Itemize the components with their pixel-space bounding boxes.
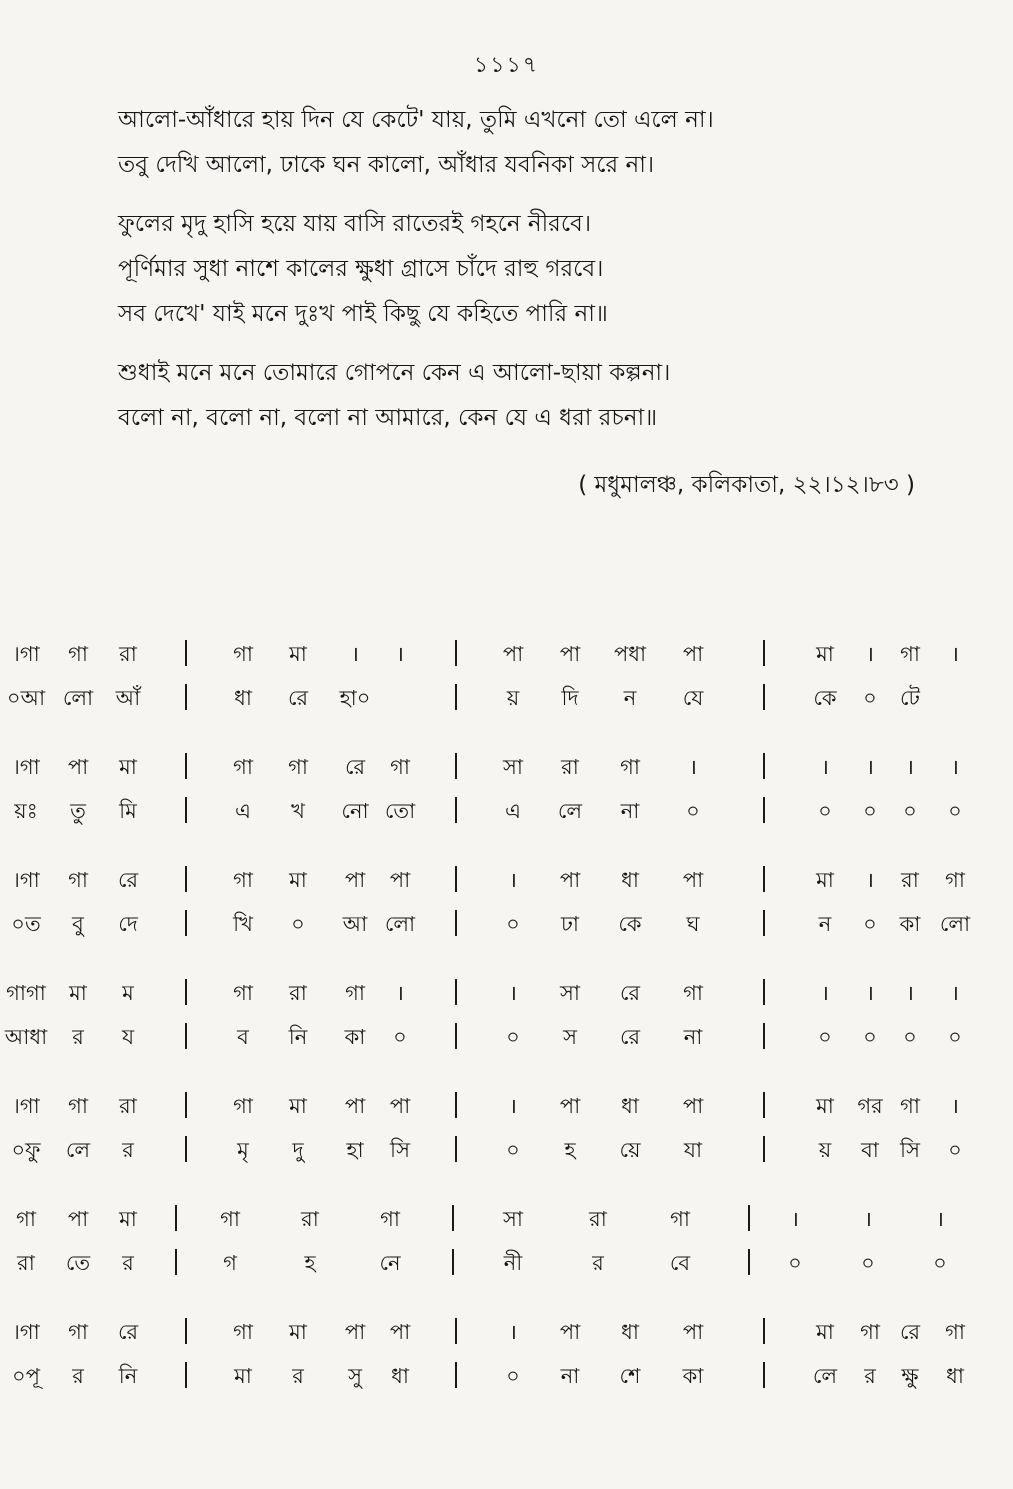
swara-note: মা <box>816 1094 834 1118</box>
bar-line <box>763 866 765 892</box>
bar-line <box>185 1136 187 1162</box>
bani-syllable: খ <box>291 799 305 823</box>
bani-syllable: কে <box>813 686 837 710</box>
bar-line <box>763 797 765 823</box>
bani-syllable: ০ <box>788 1251 802 1275</box>
bani-syllable: ০ <box>863 912 877 936</box>
swara-note: গা <box>288 755 308 779</box>
swara-note: । <box>509 1094 517 1118</box>
bani-syllable: য়ে <box>619 1138 641 1162</box>
bar-line <box>455 1092 457 1118</box>
bani-syllable: ০ <box>863 799 877 823</box>
bar-line <box>185 753 187 779</box>
swara-note: ।গা <box>12 868 40 892</box>
bani-syllable: ০ত <box>11 912 41 936</box>
swara-note: গা <box>380 1207 400 1231</box>
bani-syllable: তো <box>384 799 416 823</box>
swara-note: । <box>866 642 874 666</box>
bani-syllable: নে <box>379 1251 401 1275</box>
bani-syllable: মৃ <box>237 1138 249 1162</box>
bani-syllable: হা০ <box>339 686 371 710</box>
bani-syllable: ধা <box>391 1364 409 1388</box>
swara-note: পা <box>682 642 704 666</box>
bani-row <box>0 1128 1013 1172</box>
source-credit: ( মধুমালঞ্চ, কলিকাতা, ২২।১২।৮৩ ) <box>578 472 915 498</box>
bani-syllable: য় <box>506 686 520 710</box>
swara-note: । <box>509 868 517 892</box>
swara-note: রা <box>301 1207 319 1231</box>
bar-line <box>452 1205 454 1231</box>
swara-note: পা <box>682 1094 704 1118</box>
swara-note: রে <box>117 1320 139 1344</box>
bar-line <box>185 866 187 892</box>
swara-note: মা <box>119 1207 137 1231</box>
swara-note: রা <box>561 755 579 779</box>
bani-syllable: বে <box>669 1251 691 1275</box>
swara-row <box>0 1197 1013 1241</box>
swara-note: ম <box>122 981 134 1005</box>
bani-syllable: নো <box>341 799 369 823</box>
bar-line <box>185 1318 187 1344</box>
bani-syllable: না <box>683 1025 703 1049</box>
swara-note: গা <box>233 755 253 779</box>
swara-note: মা <box>289 1094 307 1118</box>
bani-syllable: রে <box>619 1025 641 1049</box>
bani-syllable: বা <box>861 1138 879 1162</box>
swara-note: মা <box>289 868 307 892</box>
swara-note: পা <box>389 868 411 892</box>
swara-note: । <box>866 755 874 779</box>
lyrics-stanza <box>118 351 938 441</box>
bar-line <box>455 753 457 779</box>
bar-line <box>763 1136 765 1162</box>
bani-syllable: স <box>563 1025 577 1049</box>
bani-syllable: যে <box>682 686 704 710</box>
bani-syllable: রে <box>287 686 309 710</box>
bar-line <box>455 1362 457 1388</box>
swara-note: পা <box>559 868 581 892</box>
swara-note: পা <box>559 642 581 666</box>
bani-row <box>0 1015 1013 1059</box>
bar-line <box>455 979 457 1005</box>
swara-note: । <box>866 868 874 892</box>
bar-line <box>763 1092 765 1118</box>
bani-syllable: কা <box>899 912 921 936</box>
bani-syllable: সি <box>390 1138 410 1162</box>
bani-row <box>0 789 1013 833</box>
swara-note: গা <box>945 868 965 892</box>
lyric-line: শুধাই মনে মনে তোমারে গোপনে কেন এ আলো-ছায়া কল্পনা। <box>118 360 671 386</box>
swara-note: । <box>396 642 404 666</box>
lyric-line: ফুলের মৃদু হাসি হয়ে যায় বাসি রাতেরই গহনে নীরবে। <box>118 211 592 237</box>
bani-syllable: হ <box>304 1251 316 1275</box>
lyrics <box>118 98 938 455</box>
swara-note: গা <box>233 642 253 666</box>
swara-row <box>0 745 1013 789</box>
bar-line <box>748 1249 750 1275</box>
swara-note: গা <box>16 1207 36 1231</box>
bani-syllable: য় <box>818 1138 832 1162</box>
swara-note: পা <box>502 642 524 666</box>
bani-syllable: টে <box>900 686 920 710</box>
bani-syllable: য়ঃ <box>14 799 38 823</box>
bani-syllable: যা <box>683 1138 703 1162</box>
bar-line <box>455 684 457 710</box>
swara-note: । <box>509 981 517 1005</box>
bani-syllable: র <box>592 1251 604 1275</box>
swara-note: গা <box>620 755 640 779</box>
bani-syllable: ন <box>818 912 832 936</box>
swara-note: রা <box>119 1094 137 1118</box>
bani-syllable: না <box>620 799 640 823</box>
swara-note: পা <box>344 1094 366 1118</box>
bani-syllable: ০ <box>393 1025 407 1049</box>
swara-note: রা <box>589 1207 607 1231</box>
lyric-line: বলো না, বলো না, বলো না আমারে, কেন যে এ ধরা রচনা॥ <box>118 405 658 431</box>
swara-note: । <box>396 981 404 1005</box>
bani-syllable: লে <box>557 799 583 823</box>
bani-syllable: তু <box>70 799 86 823</box>
bani-syllable: কা <box>682 1364 704 1388</box>
bani-row <box>0 902 1013 946</box>
swara-note: মা <box>816 1320 834 1344</box>
bani-syllable: র <box>864 1364 876 1388</box>
bani-syllable: ০আ <box>6 686 46 710</box>
swara-note: গা <box>233 1320 253 1344</box>
bani-syllable: ০ <box>506 1138 520 1162</box>
bar-line <box>185 1362 187 1388</box>
swara-note: মা <box>119 755 137 779</box>
bar-line <box>185 684 187 710</box>
swara-note: । <box>864 1207 872 1231</box>
swara-note: পা <box>559 1320 581 1344</box>
bar-line <box>455 1136 457 1162</box>
bani-syllable: ০ <box>863 1025 877 1049</box>
bani-syllable: সু <box>348 1364 362 1388</box>
page-number: ১১১৭ <box>473 53 540 78</box>
swara-note: গা <box>233 981 253 1005</box>
swara-note: রা <box>119 642 137 666</box>
lyrics-stanza <box>118 98 938 188</box>
notation-block <box>0 971 1013 1059</box>
bani-syllable: মা <box>234 1364 252 1388</box>
swara-note: মা <box>289 642 307 666</box>
swara-note: গা <box>900 1094 920 1118</box>
bani-syllable: নী <box>503 1251 523 1275</box>
bar-line <box>763 1318 765 1344</box>
bani-syllable: আধা <box>4 1025 48 1049</box>
swara-note: সা <box>503 1207 523 1231</box>
swara-note: পা <box>682 868 704 892</box>
bani-row <box>0 1241 1013 1285</box>
swara-note: গা <box>683 981 703 1005</box>
bani-row <box>0 676 1013 720</box>
bar-line <box>185 1023 187 1049</box>
swara-note: মা <box>289 1320 307 1344</box>
swara-note: । <box>821 981 829 1005</box>
bar-line <box>455 910 457 936</box>
bani-syllable: না <box>560 1364 580 1388</box>
swara-note: । <box>821 755 829 779</box>
bani-syllable: লে <box>65 1138 91 1162</box>
bani-syllable: খি <box>233 912 253 936</box>
bani-syllable: ০ <box>948 799 962 823</box>
notation-block <box>0 858 1013 946</box>
swara-note: । <box>906 755 914 779</box>
swara-note: গা <box>670 1207 690 1231</box>
swara-note: গা <box>68 868 88 892</box>
lyrics-stanza <box>118 202 938 337</box>
swara-note: রা <box>289 981 307 1005</box>
bani-syllable: ক্ষু <box>901 1364 919 1388</box>
bani-syllable: ন <box>623 686 637 710</box>
bani-syllable: এ <box>505 799 521 823</box>
swara-note: পা <box>682 1320 704 1344</box>
bar-line <box>763 979 765 1005</box>
bani-syllable: ০ <box>863 686 877 710</box>
bani-syllable: লো <box>384 912 416 936</box>
bani-syllable: দু <box>292 1138 304 1162</box>
bani-syllable: লে <box>812 1364 838 1388</box>
swara-note: রে <box>117 868 139 892</box>
swara-note: মা <box>816 868 834 892</box>
bar-line <box>763 753 765 779</box>
bani-syllable: কে <box>618 912 642 936</box>
bar-line <box>185 979 187 1005</box>
bani-syllable: র <box>72 1025 84 1049</box>
swara-note: ধা <box>621 1320 639 1344</box>
bar-line <box>763 684 765 710</box>
bar-line <box>763 910 765 936</box>
bani-syllable: নি <box>118 1364 138 1388</box>
swara-note: গাগা <box>6 981 46 1005</box>
swara-note: ।গা <box>12 1320 40 1344</box>
bar-line <box>748 1205 750 1231</box>
bani-syllable: লো <box>62 686 94 710</box>
swara-row <box>0 632 1013 676</box>
swara-note: গা <box>220 1207 240 1231</box>
bar-line <box>455 797 457 823</box>
bar-line <box>175 1205 177 1231</box>
bani-syllable: ঢা <box>561 912 579 936</box>
bar-line <box>452 1249 454 1275</box>
notation-block <box>0 745 1013 833</box>
bar-line <box>763 640 765 666</box>
swara-row <box>0 858 1013 902</box>
bani-syllable: ঘ <box>686 912 700 936</box>
swara-note: পা <box>344 868 366 892</box>
bar-line <box>185 910 187 936</box>
swara-note: গা <box>945 1320 965 1344</box>
swara-note: গা <box>345 981 365 1005</box>
swara-note: রে <box>619 981 641 1005</box>
notation-sheet <box>0 632 1013 1423</box>
bani-syllable: ০ <box>903 799 917 823</box>
bani-syllable: ০ <box>818 799 832 823</box>
swara-row <box>0 971 1013 1015</box>
lyric-line: পূর্ণিমার সুধা নাশে কালের ক্ষুধা গ্রাসে চাঁদে রাহু গরবে। <box>118 256 604 282</box>
bani-syllable: কা <box>344 1025 366 1049</box>
bani-syllable: দে <box>118 912 138 936</box>
lyric-line: তবু দেখি আলো, ঢাকে ঘন কালো, আঁধার যবনিকা সরে না। <box>118 152 655 178</box>
swara-note: গর <box>857 1094 883 1118</box>
bani-syllable: সি <box>900 1138 920 1162</box>
swara-row <box>0 1310 1013 1354</box>
swara-note: গা <box>390 755 410 779</box>
bar-line <box>763 1023 765 1049</box>
swara-note: সা <box>503 755 523 779</box>
bar-line <box>185 640 187 666</box>
swara-note: সা <box>560 981 580 1005</box>
swara-note: গা <box>233 868 253 892</box>
swara-note: রে <box>899 1320 921 1344</box>
bani-syllable: ধা <box>946 1364 964 1388</box>
swara-note: মা <box>69 981 87 1005</box>
bani-syllable: য <box>121 1025 135 1049</box>
swara-note: ।গা <box>12 1094 40 1118</box>
swara-note: গা <box>900 642 920 666</box>
bani-syllable: গ <box>223 1251 237 1275</box>
swara-note: গা <box>233 1094 253 1118</box>
bani-syllable: র <box>292 1364 304 1388</box>
bani-syllable: র <box>122 1138 134 1162</box>
bani-syllable: ০ <box>948 1025 962 1049</box>
swara-note: গা <box>68 1094 88 1118</box>
swara-note: । <box>951 755 959 779</box>
bani-syllable: হা <box>346 1138 364 1162</box>
swara-note: । <box>791 1207 799 1231</box>
swara-note: রা <box>901 868 919 892</box>
bani-syllable: শে <box>619 1364 641 1388</box>
swara-note: । <box>951 642 959 666</box>
bar-line <box>185 797 187 823</box>
notation-block <box>0 1084 1013 1172</box>
notation-block <box>0 1197 1013 1285</box>
bani-syllable: ০পূ <box>12 1364 40 1388</box>
bar-line <box>455 640 457 666</box>
bani-syllable: বু <box>72 912 84 936</box>
swara-note: ধা <box>621 1094 639 1118</box>
swara-note: রে <box>344 755 366 779</box>
swara-note: । <box>509 1320 517 1344</box>
swara-note: ।গা <box>12 755 40 779</box>
bani-syllable: ০ <box>903 1025 917 1049</box>
swara-note: । <box>866 981 874 1005</box>
bani-syllable: র <box>72 1364 84 1388</box>
swara-note: পা <box>67 755 89 779</box>
bani-syllable: ০ <box>506 912 520 936</box>
bar-line <box>455 866 457 892</box>
lyric-line: আলো-আঁধারে হায় দিন যে কেটে' যায়, তুমি এখনো তো এলে না। <box>118 107 714 133</box>
notation-block <box>0 632 1013 720</box>
bar-line <box>455 1023 457 1049</box>
bani-row <box>0 1354 1013 1398</box>
bani-syllable: ০ <box>861 1251 875 1275</box>
swara-note: মা <box>816 642 834 666</box>
swara-note: পা <box>559 1094 581 1118</box>
bani-syllable: ব <box>237 1025 249 1049</box>
swara-note: ধা <box>621 868 639 892</box>
swara-note: । <box>351 642 359 666</box>
swara-note: । <box>951 1094 959 1118</box>
bani-syllable: ০ <box>818 1025 832 1049</box>
bani-syllable: আঁ <box>115 686 141 710</box>
bani-syllable: ০ <box>933 1251 947 1275</box>
swara-note: গা <box>860 1320 880 1344</box>
bani-syllable: ০ফু <box>11 1138 41 1162</box>
bani-syllable: রা <box>17 1251 35 1275</box>
bani-syllable: এ <box>235 799 251 823</box>
bani-syllable: ০ <box>291 912 305 936</box>
swara-note: ।গা <box>12 642 40 666</box>
bani-syllable: ধা <box>234 686 252 710</box>
bar-line <box>185 1092 187 1118</box>
notation-block <box>0 1310 1013 1398</box>
bar-line <box>763 1362 765 1388</box>
bar-line <box>175 1249 177 1275</box>
swara-note: পা <box>67 1207 89 1231</box>
bani-syllable: দি <box>561 686 579 710</box>
bani-syllable: ০ <box>686 799 700 823</box>
swara-note: পধা <box>613 642 647 666</box>
swara-note: । <box>951 981 959 1005</box>
bani-syllable: ০ <box>506 1364 520 1388</box>
lyric-line: সব দেখে' যাই মনে দুঃখ পাই কিছু যে কহিতে পারি না॥ <box>118 301 608 327</box>
swara-note: । <box>906 981 914 1005</box>
bani-syllable: মি <box>119 799 137 823</box>
bani-syllable: হ <box>564 1138 576 1162</box>
bar-line <box>455 1318 457 1344</box>
bani-syllable: লো <box>939 912 971 936</box>
bani-syllable: তে <box>65 1251 91 1275</box>
swara-note: গা <box>68 642 88 666</box>
swara-note: পা <box>344 1320 366 1344</box>
bani-syllable: নি <box>288 1025 308 1049</box>
bani-syllable: ০ <box>948 1138 962 1162</box>
bani-syllable: র <box>122 1251 134 1275</box>
swara-note: পা <box>389 1094 411 1118</box>
swara-note: পা <box>389 1320 411 1344</box>
bani-syllable: ০ <box>506 1025 520 1049</box>
bani-syllable: আ <box>342 912 368 936</box>
swara-note: । <box>689 755 697 779</box>
swara-note: গা <box>68 1320 88 1344</box>
swara-row <box>0 1084 1013 1128</box>
swara-note: । <box>936 1207 944 1231</box>
